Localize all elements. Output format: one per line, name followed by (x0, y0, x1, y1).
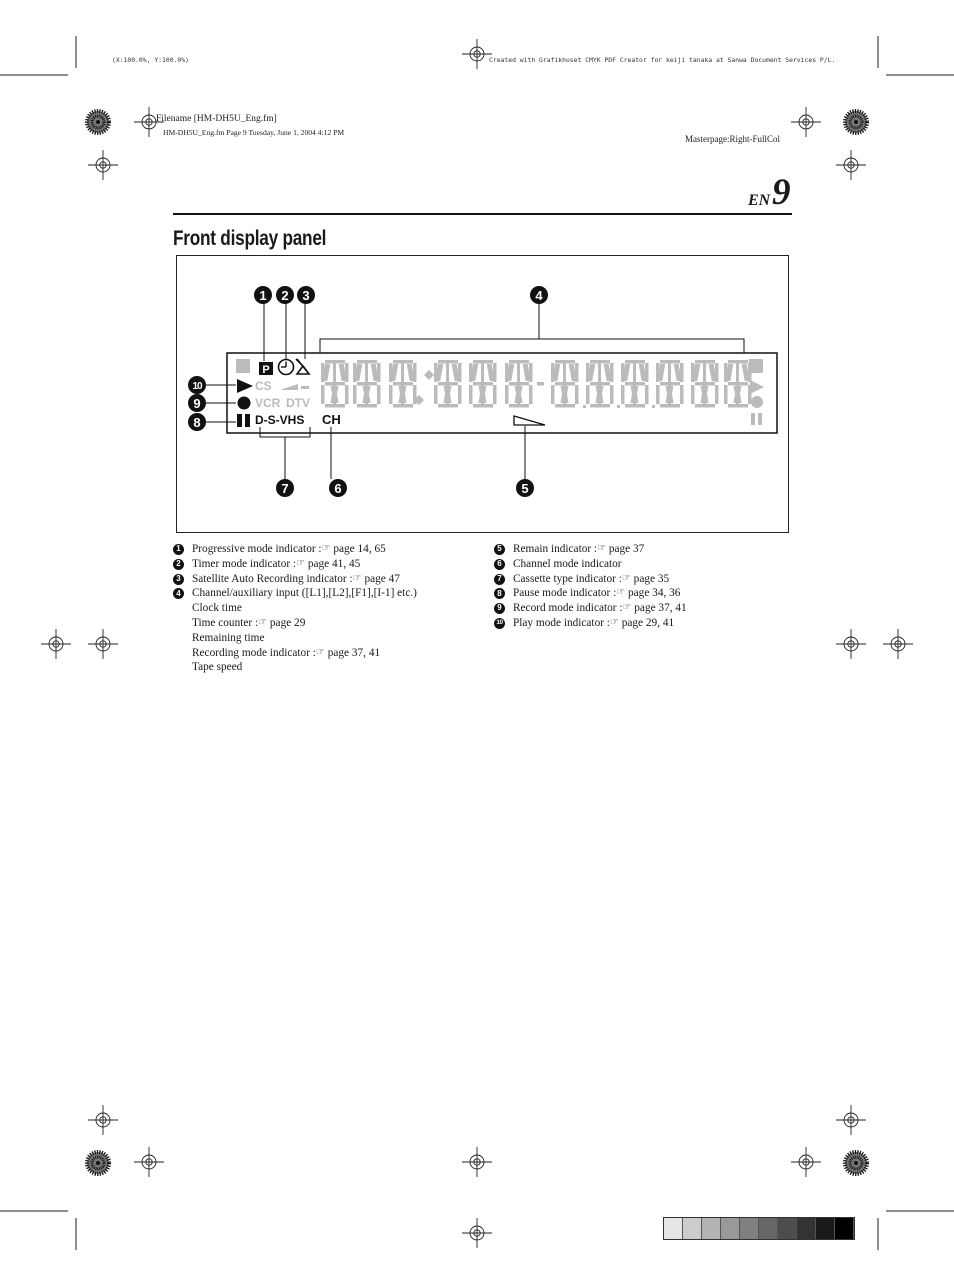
item-number: 8 (494, 588, 505, 599)
item-text: Progressive mode indicator : (192, 543, 322, 555)
item-number: 7 (494, 574, 505, 585)
item-ref: page 14, 65 (333, 543, 386, 555)
display-panel-diagram (176, 255, 789, 533)
pause-bar-left (237, 414, 242, 427)
item-ref: page 29 (269, 616, 306, 629)
item-ref: page 34, 36 (628, 587, 681, 600)
dsvhs-label: D-S-VHS (255, 413, 305, 427)
legend-subitem-clock: Clock time (192, 602, 242, 615)
ch-label: CH (322, 412, 341, 427)
legend-subitem-counter: Time counter : ☞ page 29 (192, 616, 306, 629)
p-label: P (262, 364, 270, 376)
color-swatch-1 (664, 1218, 683, 1239)
pointing-hand-icon: ☞ (258, 616, 268, 628)
page-title: Front display panel (173, 227, 327, 250)
item-number: 1 (173, 544, 184, 555)
callout-4: 4 (535, 288, 543, 303)
item-number: 2 (173, 559, 184, 570)
item-ref: page 37, 41 (327, 646, 381, 659)
legend-subitem-tapespeed: Tape speed (192, 661, 243, 674)
item-text: Timer mode indicator : (192, 557, 297, 570)
item-text: Satellite Auto Recording indicator : (192, 572, 353, 585)
filename-text: Filename [HM-DH5U_Eng.fm] (156, 114, 277, 124)
cs-label: CS (255, 379, 272, 393)
dtv-label: DTV (286, 396, 310, 410)
callout-7: 7 (281, 481, 289, 496)
coords-text: (X:100.0%, Y:100.0%) (112, 56, 189, 64)
legend-item-1 (173, 542, 417, 557)
callout-6: 6 (334, 481, 342, 496)
item-ref: page 29, 41 (621, 616, 675, 629)
right-pause-bar-2 (758, 413, 762, 425)
legend-left (173, 542, 417, 675)
record-indicator-icon (238, 397, 251, 410)
page-rule (173, 213, 792, 215)
item-ref: page 41, 45 (307, 557, 361, 570)
color-calibration-bar (663, 1217, 855, 1240)
pointing-hand-icon: ☞ (321, 543, 331, 554)
callout-9: 9 (193, 396, 201, 411)
pause-bar-right (245, 414, 250, 427)
legend-item-7: 7 Cassette type indicator : ☞ page 35 (494, 572, 687, 587)
remain-indicator-icon (514, 416, 545, 425)
creator-text: Created with Grafikhuset CMYK PDF Creator for keiji tanaka at Sanwa Document Services P/L. (489, 56, 836, 64)
callout-3: 3 (302, 288, 310, 303)
right-play-icon (750, 380, 764, 394)
item-ref: page 37, 41 (634, 602, 687, 615)
left-stop-block (236, 359, 250, 373)
pointing-hand-icon: ☞ (352, 572, 362, 584)
tape-speed-ramp (280, 384, 298, 390)
legend-item-2 (173, 557, 417, 572)
item-number: 5 (494, 544, 505, 555)
item-number: 10 (494, 618, 505, 629)
pointing-hand-icon: ☞ (622, 602, 632, 614)
item-number: 4 (173, 588, 184, 599)
callout-8: 8 (193, 415, 201, 430)
pointing-hand-icon: ☞ (597, 543, 607, 554)
pointing-hand-icon: ☞ (621, 572, 631, 584)
vcr-label: VCR (255, 396, 281, 410)
pointing-hand-icon: ☞ (609, 616, 619, 628)
legend-item-4 (173, 586, 417, 601)
item-ref: page 47 (364, 572, 400, 585)
callout-1: 1 (259, 288, 267, 303)
segment-digit-group (321, 360, 752, 408)
color-swatch-5 (740, 1218, 759, 1239)
color-swatch-9 (816, 1218, 835, 1239)
callout-5: 5 (521, 481, 529, 496)
legend-item-3 (173, 572, 417, 587)
legend-item-5: 5 Remain indicator : ☞ page 37 (494, 542, 687, 557)
color-swatch-7 (778, 1218, 797, 1239)
item-text: Channel/auxiliary input ([L1],[L2],[F1],[I-1] etc.) (192, 587, 417, 600)
pointing-hand-icon: ☞ (616, 587, 626, 599)
color-swatch-6 (759, 1218, 778, 1239)
legend-item-9: 9 Record mode indicator : ☞ page 37, 41 (494, 601, 687, 616)
language-label: EN (748, 192, 771, 209)
item-number: 3 (173, 574, 184, 585)
fileinfo-text: HM-DH5U_Eng.fm Page 9 Tuesday, June 1, 2004 4:12 PM (163, 128, 345, 137)
right-record-icon (751, 396, 763, 408)
pointing-hand-icon: ☞ (315, 646, 325, 658)
item-ref: page 37 (608, 543, 645, 555)
pointing-hand-icon: ☞ (296, 557, 306, 569)
right-pause-bar-1 (751, 413, 755, 425)
color-swatch-10 (835, 1218, 854, 1239)
legend-right (494, 542, 687, 631)
legend-subitem-recmode: Recording mode indicator : ☞ page 37, 41 (192, 646, 381, 659)
callout-2: 2 (281, 288, 289, 303)
item-ref: page 35 (633, 572, 670, 585)
color-swatch-2 (683, 1218, 702, 1239)
item-number: 9 (494, 603, 505, 614)
satellite-indicator-icon (296, 359, 309, 374)
item-number: 6 (494, 559, 505, 570)
color-swatch-8 (797, 1218, 816, 1239)
legend-item-6: 6 Channel mode indicator (494, 557, 687, 572)
page-number: 9 (772, 172, 791, 213)
play-indicator-icon (237, 379, 253, 393)
color-swatch-3 (702, 1218, 721, 1239)
legend-item-8: 8 Pause mode indicator : ☞ page 34, 36 (494, 586, 687, 601)
masterpage-text: Masterpage:Right-FullCol (685, 134, 780, 144)
legend-item-10: 10 Play mode indicator : ☞ page 29, 41 (494, 616, 687, 631)
callout-10: 10 (192, 381, 202, 392)
color-swatch-4 (721, 1218, 740, 1239)
legend-subitem-remaining: Remaining time (192, 631, 265, 644)
